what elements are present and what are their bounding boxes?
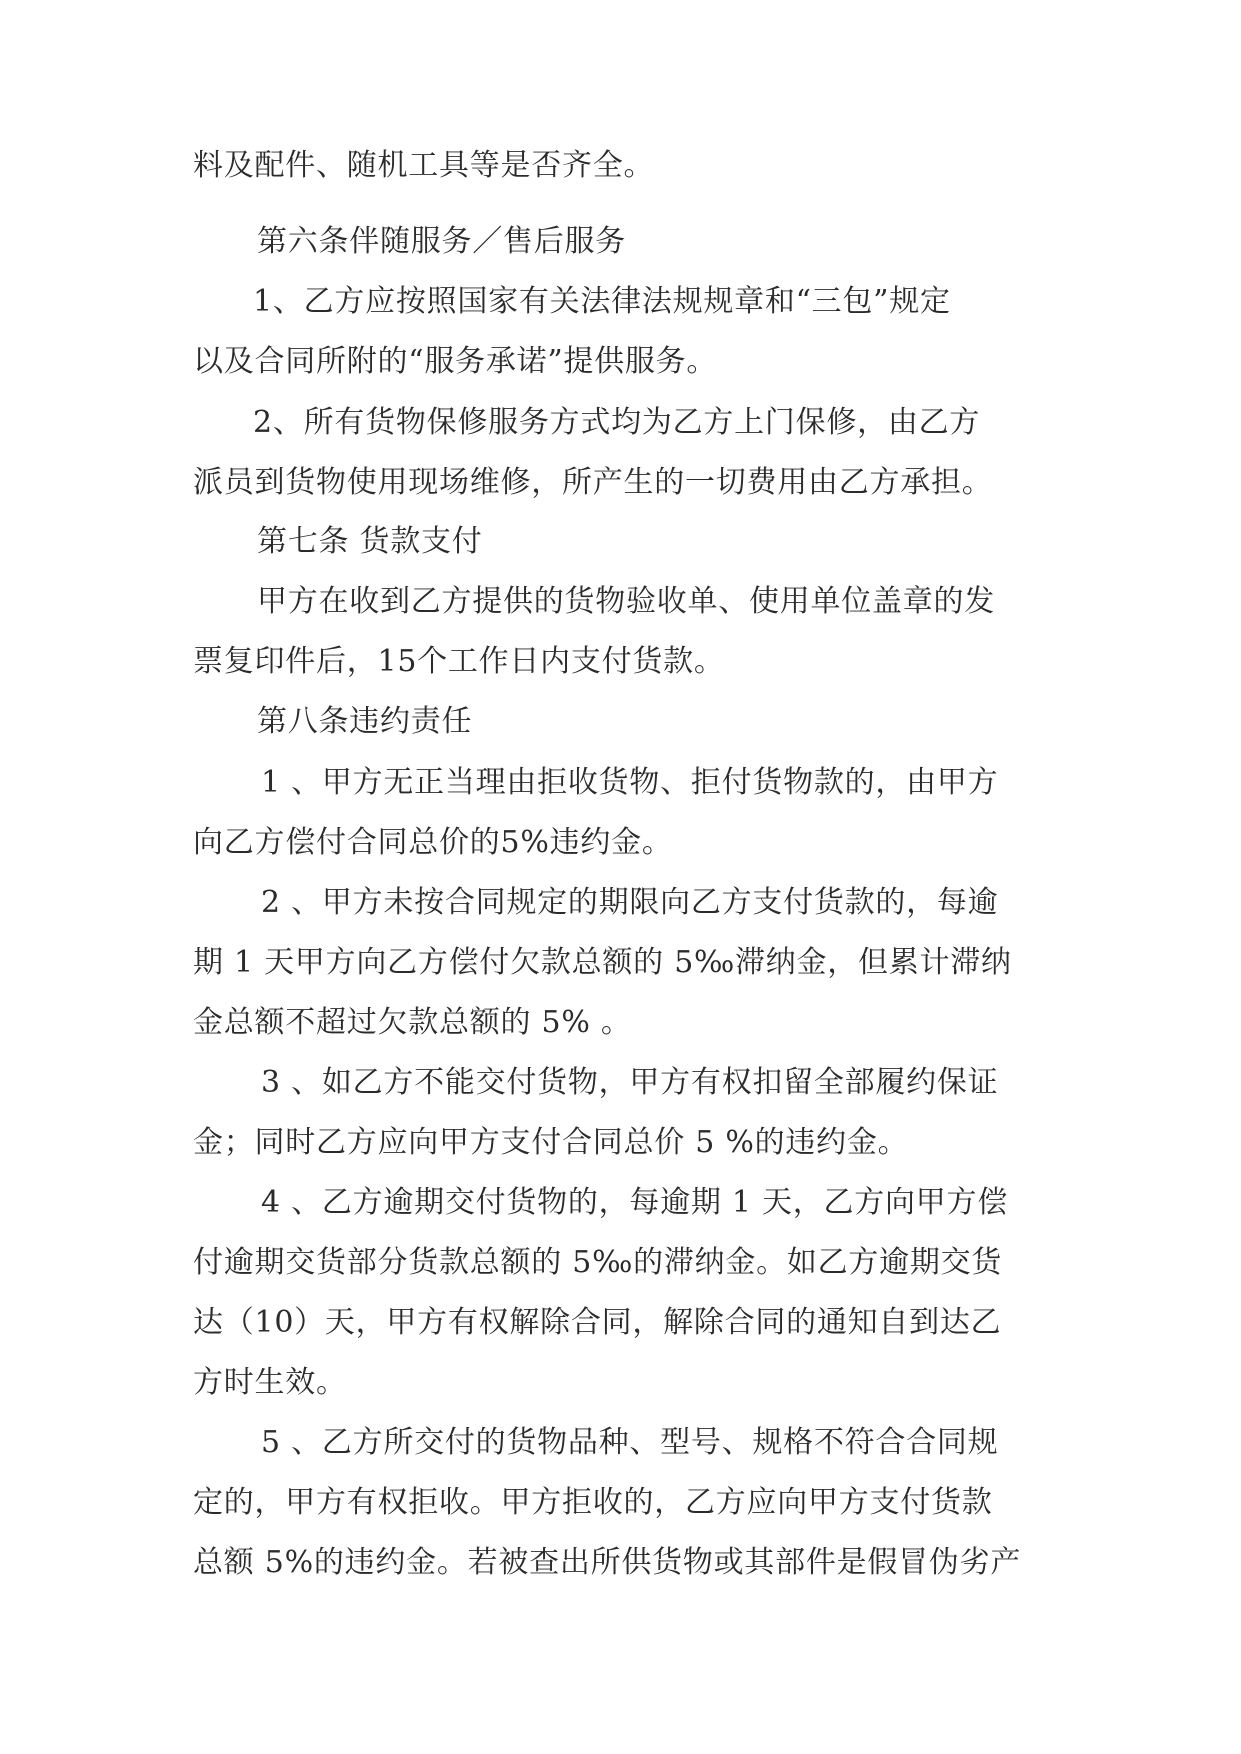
text-line: 派员到货物使用现场维修，所产生的一切费用由乙方承担。 <box>193 465 993 500</box>
text-line: 4 、乙方逾期交付货物的，每逾期 1 天，乙方向甲方偿 <box>261 1185 1009 1220</box>
section-heading: 第七条 货款支付 <box>257 524 483 559</box>
text-line: 达（10）天，甲方有权解除合同，解除合同的通知自到达乙 <box>193 1305 1002 1340</box>
text-line: 5 、乙方所交付的货物品种、型号、规格不符合合同规 <box>261 1425 999 1460</box>
section-heading: 第六条伴随服务／售后服务 <box>257 224 626 259</box>
text-line: 1、乙方应按照国家有关法律法规规章和“三包”规定 <box>253 284 951 319</box>
text-line: 料及配件、随机工具等是否齐全。 <box>193 148 655 183</box>
text-line: 甲方在收到乙方提供的货物验收单、使用单位盖章的发 <box>257 584 995 619</box>
text-line: 付逾期交货部分货款总额的 5‰的滞纳金。如乙方逾期交货 <box>193 1245 1003 1280</box>
section-heading: 第八条违约责任 <box>257 704 473 739</box>
text-line: 1 、甲方无正当理由拒收货物、拒付货物款的，由甲方 <box>261 765 999 800</box>
text-line: 金；同时乙方应向甲方支付合同总价 5 %的违约金。 <box>193 1125 909 1160</box>
text-line: 总额 5%的违约金。若被查出所供货物或其部件是假冒伪劣产 <box>193 1545 1022 1580</box>
text-line: 金总额不超过欠款总额的 5% 。 <box>193 1005 632 1040</box>
text-line: 票复印件后，15个工作日内支付货款。 <box>193 644 725 679</box>
text-line: 2 、甲方未按合同规定的期限向乙方支付货款的，每逾 <box>261 885 999 920</box>
text-line: 3 、如乙方不能交付货物，甲方有权扣留全部履约保证 <box>261 1065 999 1100</box>
text-line: 向乙方偿付合同总价的5%违约金。 <box>193 825 673 860</box>
text-line: 定的，甲方有权拒收。甲方拒收的，乙方应向甲方支付货款 <box>193 1485 993 1520</box>
text-line: 以及合同所附的“服务承诺”提供服务。 <box>193 344 718 379</box>
text-line: 期 1 天甲方向乙方偿付欠款总额的 5‰滞纳金，但累计滞纳 <box>193 945 1012 980</box>
text-line: 2、所有货物保修服务方式均为乙方上门保修，由乙方 <box>253 405 981 440</box>
text-line: 方时生效。 <box>193 1365 347 1400</box>
